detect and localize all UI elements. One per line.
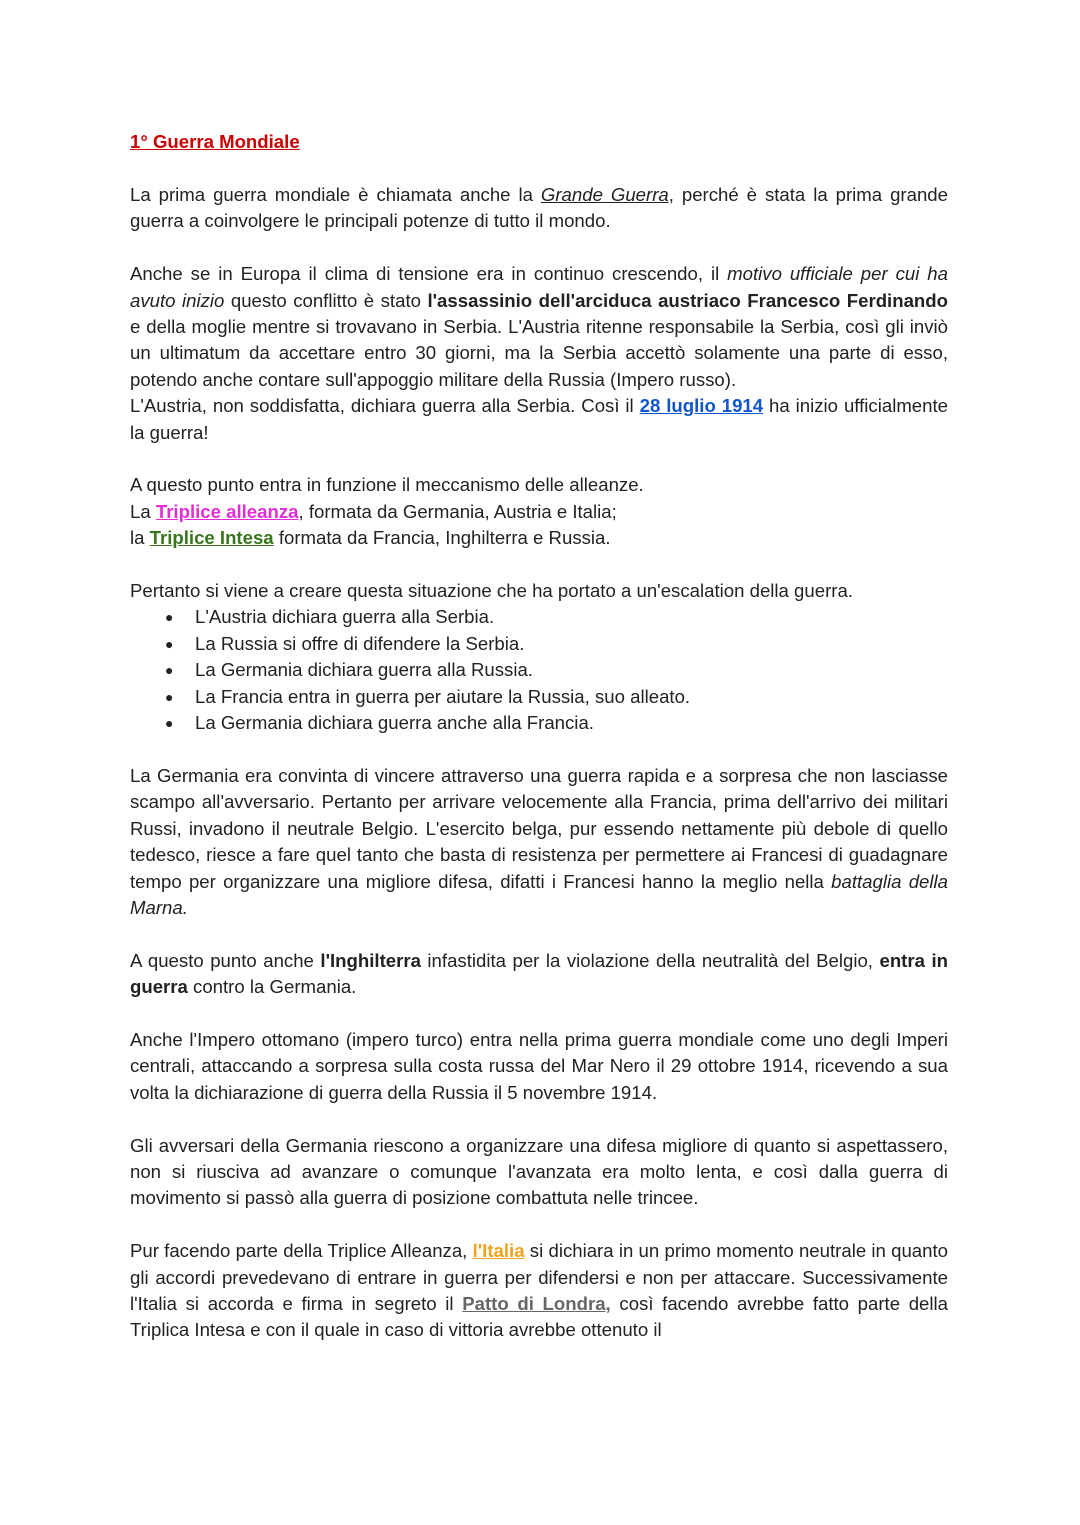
- motivo-italic: motivo ufficiale per cui ha avuto inizio: [130, 263, 948, 311]
- document-page: [130, 128, 948, 1370]
- paragraph-start-date: [130, 393, 948, 446]
- list-item: ● La Germania dichiara guerra anche alla Francia.: [195, 710, 948, 736]
- text: A questo punto anche: [130, 949, 321, 971]
- entra-bold: entra in guerra: [130, 949, 948, 998]
- list-item: ● La Francia entra in guerra per aiutare la Russia, suo alleato.: [195, 684, 948, 710]
- text: la: [130, 527, 150, 549]
- inghilterra-bold: l'Inghilterra: [320, 949, 421, 971]
- text: contro la Germania.: [187, 976, 357, 998]
- text: ha inizio ufficialmente la guerra!: [130, 395, 948, 443]
- triplice-alleanza-link[interactable]: Triplice alleanza: [155, 500, 299, 522]
- paragraph-trenches: Gli avversari della Germania riescono a organizzare una difesa migliore di quanto si aspettassero, non si riusciva ad avanzare o comunque l'avanzata era molto lenta, e così dalla guerra di movimento si passò alla guerra di posizione combattuta nelle trincee.: [130, 1134, 948, 1209]
- text: e della moglie mentre si trovavano in Serbia. L'Austria ritenne responsabile la Serbia, così gli inviò un ultimatum da accettare entro 30 giorni, ma la Serbia accettò solamente una parte di esso, potendo anche contare sull'appoggio militare della Russia (Impero russo).: [130, 316, 948, 390]
- text: La: [130, 500, 156, 522]
- text: si dichiara in un primo momento neutrale in quanto gli accordi prevedevano di entrare in guerra per difendersi e non per attaccare. Successivamente l'Italia si accorda e firma in segreto il: [130, 1240, 948, 1314]
- paragraph-intro: [130, 182, 948, 235]
- text: La Germania era convinta di vincere attraverso una guerra rapida e a sorpresa che non lasciasse scampo all'avversario. Pertanto per arrivare velocemente alla Francia, prima dell'arrivo dei militari Russi, invadono il neutrale Belgio. L'esercito belga, pur essendo nettamente più debole di quello tedesco, riesce a fare quel tanto che basta di resistenza per permettere ai Francesi di guadagnare tempo per organizzare una migliore difesa, difatti i Francesi hanno la meglio nella: [130, 764, 948, 892]
- text: Pur facendo parte della Triplice Alleanza,: [130, 1240, 473, 1262]
- italia-link[interactable]: l'Italia: [472, 1240, 525, 1262]
- list-item: ● La Germania dichiara guerra alla Russia.: [195, 657, 948, 683]
- paragraph-italy: [130, 1238, 948, 1344]
- list-item: ● L'Austria dichiara guerra alla Serbia.: [195, 604, 948, 630]
- page-title: 1° Guerra Mondiale: [130, 131, 300, 152]
- escalation-list: [130, 604, 948, 736]
- text: Anche se in Europa il clima di tensione era in continuo crescendo, il: [130, 263, 728, 285]
- text: formata da Francia, Inghilterra e Russia.: [273, 527, 611, 549]
- text: questo conflitto è stato: [224, 289, 428, 311]
- text: A questo punto entra in funzione il meccanismo delle alleanze.: [130, 474, 644, 496]
- paragraph-england: [130, 948, 948, 1001]
- grande-guerra-term: Grande Guerra: [540, 184, 669, 205]
- escalation-intro: Pertanto si viene a creare questa situazione che ha portato a un'escalation della guerra.: [130, 580, 853, 602]
- text: infastidita per la violazione della neutralità del Belgio,: [420, 949, 880, 971]
- paragraph-ottoman: Anche l'Impero ottomano (impero turco) entra nella prima guerra mondiale come uno degli Imperi centrali, attaccando a sorpresa sulla costa russa del Mar Nero il 29 ottobre 1914, ricevendo a sua volta la dichiarazione di guerra della Russia il 5 novembre 1914.: [130, 1028, 948, 1103]
- list-item: ● La Russia si offre di difendere la Serbia.: [195, 631, 948, 657]
- date-link[interactable]: 28 luglio 1914: [639, 395, 764, 417]
- text: La prima guerra mondiale è chiamata anche la: [130, 184, 541, 205]
- patto-londra-link[interactable]: Patto di Londra,: [462, 1292, 611, 1314]
- text: L'Austria, non soddisfatta, dichiara guerra alla Serbia. Così il: [130, 395, 640, 417]
- paragraph-alliances: [130, 472, 948, 551]
- assassinio-bold: l'assassinio dell'arciduca austriaco Francesco Ferdinando: [427, 289, 948, 311]
- paragraph-cause: [130, 261, 948, 393]
- marna-italic: battaglia della Marna.: [130, 870, 949, 918]
- text: , perché è stata la prima grande guerra a coinvolgere le principali potenze di tutto il mondo.: [130, 184, 948, 232]
- triplice-intesa-link[interactable]: Triplice Intesa: [149, 527, 274, 549]
- text: così facendo avrebbe fatto parte della Triplica Intesa e con il quale in caso di vittoria avrebbe ottenuto il: [130, 1292, 948, 1341]
- paragraph-germany: [130, 763, 948, 921]
- text: , formata da Germania, Austria e Italia;: [298, 500, 617, 522]
